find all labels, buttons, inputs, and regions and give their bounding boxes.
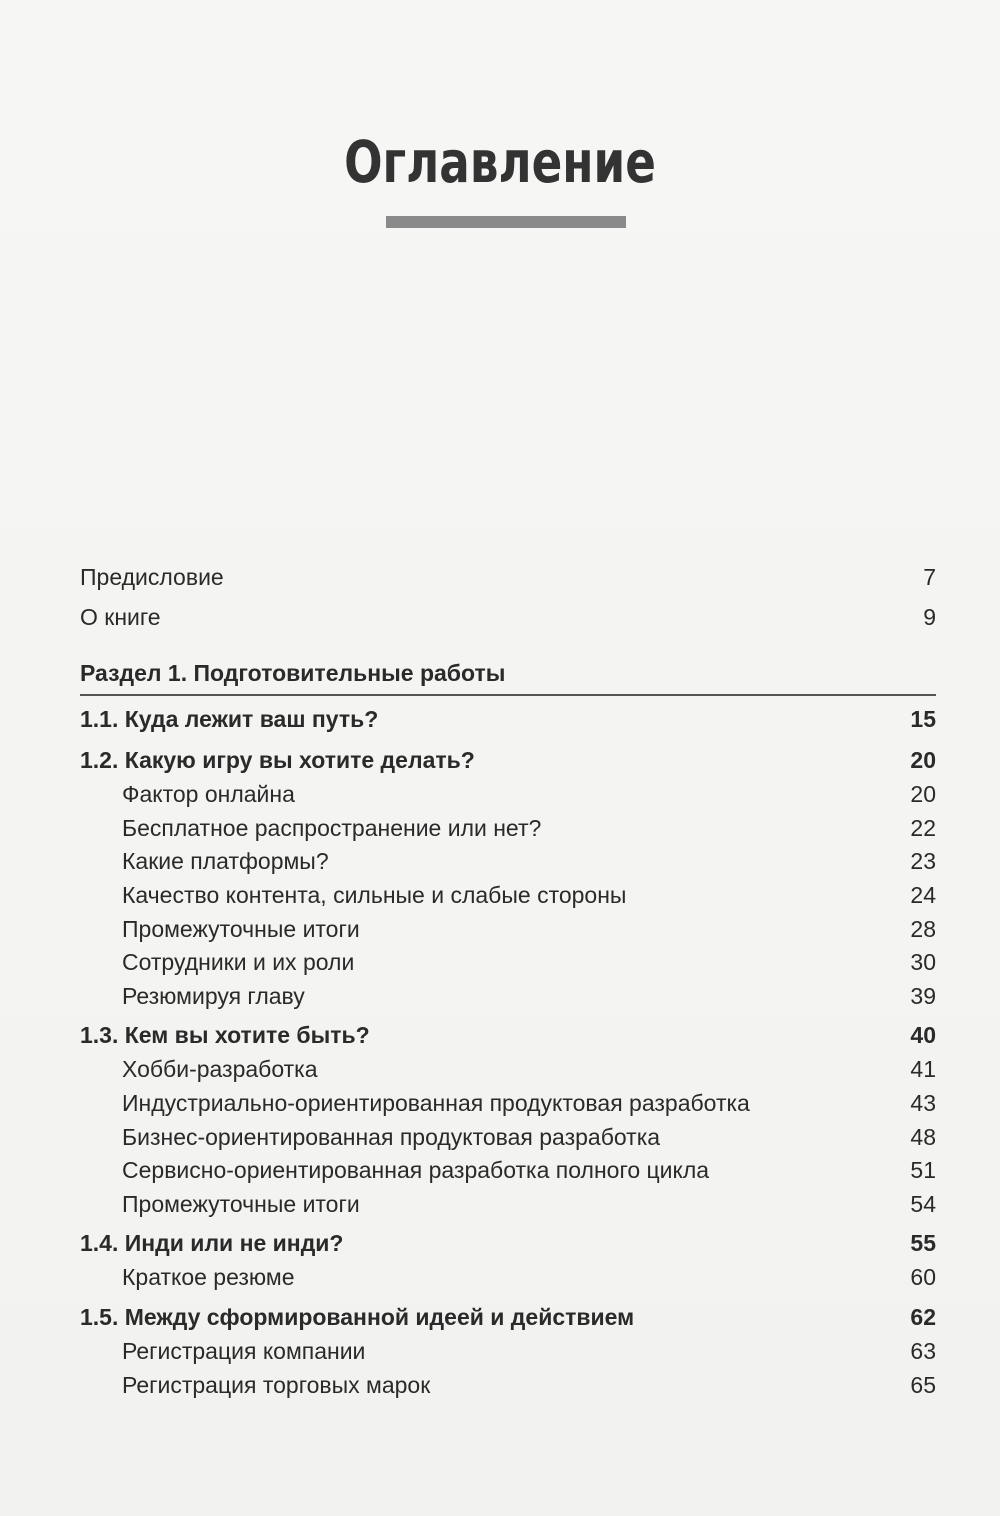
toc-subentry [80,1153,936,1187]
toc-entry-page: 15 [910,706,936,732]
toc-subentry [80,912,936,946]
toc-entry-label: 1.2. Какую игру вы хотите делать? [80,747,475,773]
toc-entry-page: 60 [910,1264,936,1290]
toc-entry-about-book [80,600,936,634]
toc-entry-preface [80,560,936,594]
toc-subentry [80,1334,936,1368]
toc-entry-page: 41 [910,1056,936,1082]
toc-entry-page: 23 [910,848,936,874]
toc-subentry [80,878,936,912]
toc-entry-label: Бизнес-ориентированная продуктовая разработка [122,1124,661,1150]
toc-subentry [80,811,936,845]
toc-entry-label: Регистрация торговых марок [122,1372,431,1398]
toc-entry [80,702,936,736]
toc-entry [80,1018,936,1052]
toc-entry [80,743,936,777]
toc-entry-label: Промежуточные итоги [122,916,360,942]
toc-entry-label: Какие платформы? [122,848,329,874]
toc-entry-label: 1.3. Кем вы хотите быть? [80,1022,370,1048]
toc-entry-label: 1.5. Между сформированной идеей и действием [80,1304,635,1330]
toc-entry-page: 54 [910,1191,936,1217]
toc-entry [80,1226,936,1260]
toc-subentry [80,1368,936,1402]
toc-entry-page: 55 [910,1230,936,1256]
toc-entry-label: Бесплатное распространение или нет? [122,815,542,841]
toc-entry-page: 43 [910,1090,936,1116]
toc-entry-page: 40 [910,1022,936,1048]
toc-entry-label: 1.4. Инди или не инди? [80,1230,344,1256]
toc-entry-page: 30 [910,949,936,975]
toc-entry-page: 22 [910,815,936,841]
toc-entry-label: Хобби-разработка [122,1056,318,1082]
toc-entry-page: 24 [910,882,936,908]
toc-entry-label: Сервисно-ориентированная разработка полного цикла [122,1157,710,1183]
section-divider [80,694,936,696]
toc-entry-page: 20 [910,781,936,807]
toc-subentry [80,979,936,1013]
toc-entry-label: О книге [80,604,161,630]
toc-entry-label: Промежуточные итоги [122,1191,360,1217]
toc-entry [80,1300,936,1334]
section-heading: Раздел 1. Подготовительные работы [80,660,506,686]
toc-entry-page: 63 [910,1338,936,1364]
toc-entry-page: 9 [923,604,936,630]
toc-subentry [80,1187,936,1221]
toc-subentry [80,1086,936,1120]
toc-entry-page: 62 [910,1304,936,1330]
toc-entry-label: 1.1. Куда лежит ваш путь? [80,706,379,732]
toc-entry-label: Качество контента, сильные и слабые стороны [122,882,627,908]
page-title: Оглавление [344,128,656,196]
toc-subentry [80,1260,936,1294]
toc-entry-label: Сотрудники и их роли [122,949,355,975]
toc-subentry [80,844,936,878]
toc-entry-page: 20 [910,747,936,773]
toc-entry-label: Индустриально-ориентированная продуктовая разработка [122,1090,750,1116]
toc-entry-page: 48 [910,1124,936,1150]
toc-subentry [80,1120,936,1154]
toc-entry-page: 39 [910,983,936,1009]
toc-subentry [80,945,936,979]
toc-subentry [80,777,936,811]
toc-entry-page: 65 [910,1372,936,1398]
toc-entry-page: 7 [923,564,936,590]
toc-entry-page: 28 [910,916,936,942]
toc-subentry [80,1052,936,1086]
toc-entry-label: Фактор онлайна [122,781,295,807]
toc-entry-label: Краткое резюме [122,1264,295,1290]
toc-entry-label: Резюмируя главу [122,983,305,1009]
toc-entry-label: Регистрация компании [122,1338,366,1364]
toc-entry-page: 51 [910,1157,936,1183]
toc-entry-label: Предисловие [80,564,224,590]
